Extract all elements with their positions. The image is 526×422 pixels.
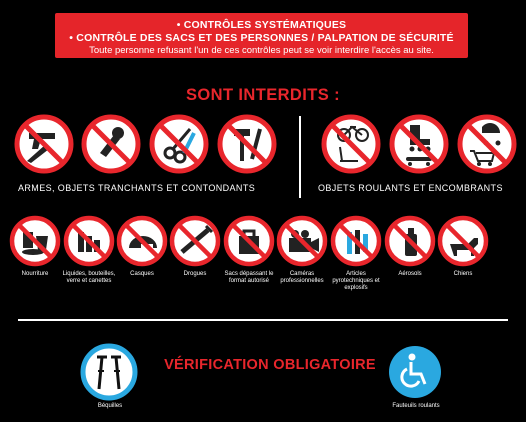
syringe-prohibited-icon (168, 214, 222, 268)
stroller-cart-prohibited-icon (456, 113, 518, 175)
bottles-prohibited-icon (62, 214, 116, 268)
section-divider (18, 319, 508, 321)
small-item-label: Aérosols (398, 271, 422, 277)
small-item-label: Liquides, bouteilles, verre et canettes (62, 271, 116, 284)
wheelchair-label: Fauteuils roulants (392, 403, 440, 409)
crutches-icon (80, 343, 138, 401)
verification-title: VÉRIFICATION OBLIGATOIRE (164, 357, 376, 373)
bike-scooter-prohibited-icon (320, 113, 382, 175)
group-right-label: OBJETS ROULANTS ET ENCOMBRANTS (318, 183, 503, 193)
bag-prohibited-icon (222, 214, 276, 268)
dog-prohibited-icon (436, 214, 490, 268)
wheelchair-icon (386, 343, 444, 401)
knife-gun-prohibited-icon (13, 113, 75, 175)
small-item-label: Sacs dépassant le format autorisé (224, 271, 274, 284)
banner-line-3: Toute personne refusant l'un de ces contrôles peut se voir interdire l'accès au site. (89, 45, 434, 56)
small-item-label: Drogues (183, 271, 207, 277)
camera-prohibited-icon (275, 214, 329, 268)
small-item-label: Chiens (453, 271, 473, 277)
forbidden-title: SONT INTERDITS : (186, 86, 340, 104)
scissors-screwdriver-prohibited-icon (148, 113, 210, 175)
aerosol-prohibited-icon (383, 214, 437, 268)
group-divider (299, 116, 301, 198)
small-item-label: Nourriture (21, 271, 49, 277)
food-prohibited-icon (8, 214, 62, 268)
fireworks-prohibited-icon (329, 214, 383, 268)
helmet-prohibited-icon (115, 214, 169, 268)
banner-line-1: • CONTRÔLES SYSTÉMATIQUES (176, 19, 347, 31)
roller-skateboard-prohibited-icon (388, 113, 450, 175)
small-item-label: Caméras professionnelles (280, 271, 324, 284)
small-item-label: Casques (130, 271, 154, 277)
crutches-label: Béquilles (97, 403, 123, 409)
group-left-label: ARMES, OBJETS TRANCHANTS ET CONTONDANTS (18, 183, 256, 193)
fly-tool-prohibited-icon (80, 113, 142, 175)
small-item-label: Articles pyrotechniques et explosifs (332, 271, 380, 291)
hammer-wrench-prohibited-icon (216, 113, 278, 175)
security-banner (55, 13, 468, 58)
banner-line-2: • CONTRÔLE DES SACS ET DES PERSONNES / PALPATION DE SÉCURITÉ (69, 32, 454, 44)
